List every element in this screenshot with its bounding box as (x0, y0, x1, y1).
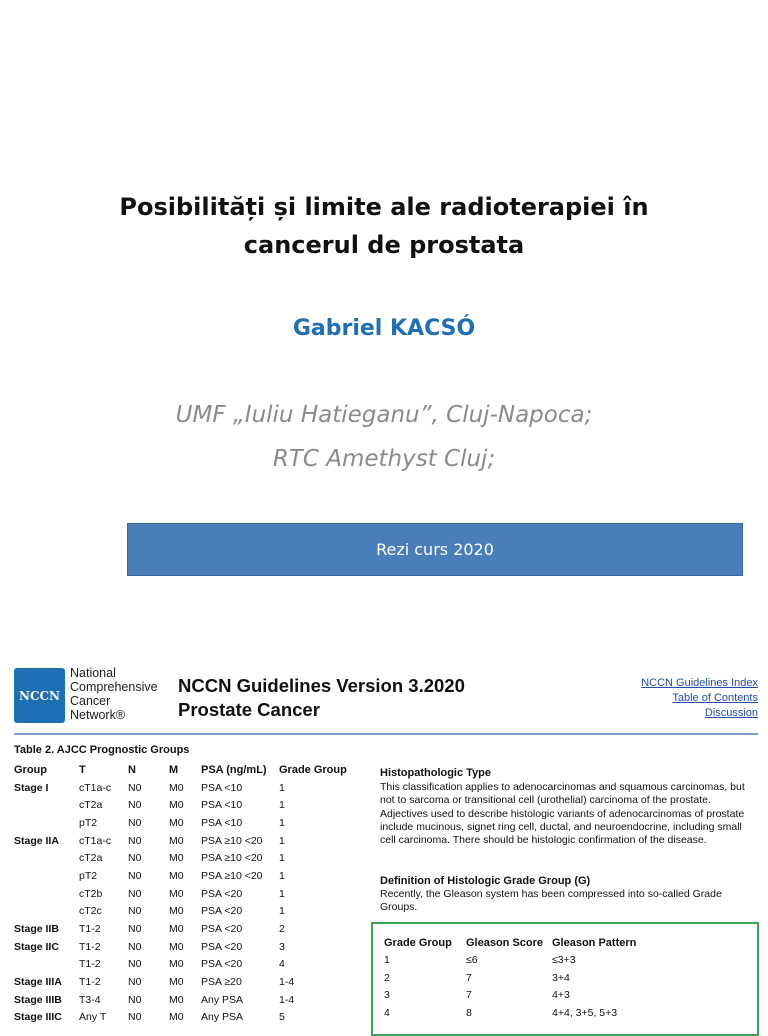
table-cell: 4 (384, 1006, 390, 1019)
slide-title (0, 188, 768, 264)
table-cell: N0 (128, 923, 142, 936)
table-cell: PSA ≥20 (201, 976, 242, 989)
table-cell: 3 (279, 940, 285, 953)
table-cell: Stage IIIA (14, 976, 62, 989)
table-cell: T1-2 (79, 976, 101, 989)
table-cell: 2 (384, 971, 390, 984)
table-cell: 4+3 (552, 989, 570, 1002)
table-cell: N0 (128, 852, 142, 865)
grade-row (384, 987, 662, 1005)
table-cell: 7 (466, 971, 472, 984)
table-cell (14, 814, 79, 832)
grade-header-row (384, 934, 662, 952)
table-cell: Any T (79, 1011, 107, 1024)
table-cell: Stage IIIB (14, 993, 62, 1006)
table-cell: ≤3+3 (552, 954, 576, 967)
table-cell (14, 796, 79, 814)
grade-table-body (384, 952, 662, 1022)
table-cell: PSA <20 (201, 940, 243, 953)
table-row (14, 973, 359, 991)
table-cell: 1 (279, 816, 285, 829)
table-row (14, 814, 359, 832)
table-cell: Any PSA (201, 1011, 244, 1024)
table-cell: cT2a (79, 852, 103, 865)
table-cell: cT1a-c (79, 781, 112, 794)
table-cell: M0 (169, 940, 184, 953)
table-cell: 4 (279, 958, 285, 971)
table-cell: N0 (128, 993, 142, 1006)
table-cell: M0 (169, 905, 184, 918)
grade-col-header: Gleason Score (466, 936, 544, 949)
table-row (14, 796, 359, 814)
table-cell: N0 (128, 781, 142, 794)
nccn-links (641, 676, 758, 721)
table-cell: Stage IIC (14, 940, 59, 953)
table-cell: PSA ≥10 <20 (201, 852, 263, 865)
table-cell: 3 (384, 989, 390, 1002)
table-cell (14, 956, 79, 974)
link-discussion[interactable]: Discussion (704, 707, 758, 719)
banner-text: Rezi curs 2020 (376, 540, 494, 559)
grade-row (384, 952, 662, 970)
table-cell: M0 (169, 799, 184, 812)
table-cell: M0 (169, 958, 184, 971)
table-cell: pT2 (79, 869, 98, 882)
table-row (14, 903, 359, 921)
table-cell: Stage IIB (14, 923, 59, 936)
table-cell: 1 (279, 834, 285, 847)
guidelines-topic: Prostate Cancer (178, 699, 320, 720)
org-line: Comprehensive (70, 680, 158, 694)
table-cell: 1 (279, 887, 285, 900)
table-cell (14, 849, 79, 867)
affiliation-2: RTC Amethyst Cluj; (272, 446, 496, 472)
author-name: Gabriel KACSÓ (292, 316, 476, 341)
grade-row (384, 1004, 662, 1022)
table-cell: 1 (279, 852, 285, 865)
org-line: Cancer (70, 694, 111, 708)
grade-col-header: Gleason Pattern (552, 936, 637, 949)
table-header-row (14, 761, 359, 779)
table-cell: PSA ≥10 <20 (201, 869, 263, 882)
table-row (14, 849, 359, 867)
nccn-document (0, 660, 768, 1024)
table-row (14, 779, 359, 797)
table-cell: cT1a-c (79, 834, 112, 847)
grade-heading: Definition of Histologic Grade Group (G) (380, 875, 591, 887)
table-cell: 1 (279, 799, 285, 812)
table-row (14, 885, 359, 903)
table-cell (14, 903, 79, 921)
table-body (14, 779, 359, 1027)
histo-heading: Histopathologic Type (380, 767, 492, 779)
title-line-2: cancerul de prostata (243, 231, 525, 259)
table-cell: Any PSA (201, 993, 244, 1006)
table-cell: N0 (128, 1011, 142, 1024)
col-header: M (169, 763, 179, 776)
table-row (14, 938, 359, 956)
table-cell: T3-4 (79, 993, 101, 1006)
table-cell: T1-2 (79, 923, 101, 936)
nccn-logo: NCCN (14, 668, 65, 723)
col-header: PSA (ng/mL) (201, 763, 267, 776)
org-line: Network® (70, 708, 126, 722)
table-cell: 1 (279, 869, 285, 882)
col-header: N (128, 763, 136, 776)
table-cell: PSA ≥10 <20 (201, 834, 263, 847)
table-row (14, 920, 359, 938)
header-divider (14, 733, 758, 735)
table-cell: N0 (128, 958, 142, 971)
table-cell: 1 (279, 781, 285, 794)
org-name (70, 666, 158, 722)
table-cell: Stage IIIC (14, 1011, 62, 1024)
guidelines-version: NCCN Guidelines Version 3.2020 (178, 675, 465, 696)
table-cell: M0 (169, 781, 184, 794)
table-cell: cT2b (79, 887, 103, 900)
table-cell: M0 (169, 834, 184, 847)
table-row (14, 832, 359, 850)
table-cell: M0 (169, 869, 184, 882)
table-cell: M0 (169, 1011, 184, 1024)
table-cell: Stage I (14, 781, 49, 794)
table-row (14, 956, 359, 974)
table-cell: 3+4 (552, 971, 570, 984)
histo-text: This classification applies to adenocarcinomas and squamous carcinomas, but not to sarcoma or transitional cell (urothelial) carcinoma of the prostate. Adjectives used to describe histologic variants of adenocarcinomas of prostate include mucinous, signet ring cell, ductal, and neuroendocrine, including small cell carcinoma. There should be histologic confirmation of the disease. (380, 781, 745, 847)
grade-col-header: Grade Group (384, 936, 452, 949)
affiliation-1: UMF „Iuliu Hatieganu”, Cluj-Napoca; (175, 402, 593, 428)
table-cell: 8 (466, 1006, 472, 1019)
table-cell: M0 (169, 923, 184, 936)
table-cell: 1 (279, 905, 285, 918)
table-cell: 2 (279, 923, 285, 936)
prognostic-groups-table (14, 761, 359, 1026)
link-table-of-contents[interactable]: Table of Contents (672, 692, 758, 704)
table-cell: N0 (128, 869, 142, 882)
table-cell: cT2a (79, 799, 103, 812)
table-cell: PSA <20 (201, 923, 243, 936)
table-cell: cT2c (79, 905, 102, 918)
table-cell: 1 (384, 954, 390, 967)
table-cell: 4+4, 3+5, 5+3 (552, 1006, 618, 1019)
table-title: Table 2. AJCC Prognostic Groups (14, 744, 190, 756)
table-cell: N0 (128, 940, 142, 953)
table-cell: T1-2 (79, 958, 101, 971)
org-line: National (70, 666, 116, 680)
table-cell: N0 (128, 905, 142, 918)
col-header: Grade Group (279, 763, 347, 776)
table-cell: 1-4 (279, 976, 295, 989)
table-cell: M0 (169, 993, 184, 1006)
table-cell: PSA <20 (201, 887, 243, 900)
table-cell: 1-4 (279, 993, 295, 1006)
table-row (14, 867, 359, 885)
table-row (14, 991, 359, 1009)
table-cell: ≤6 (466, 954, 478, 967)
table-cell: N0 (128, 976, 142, 989)
table-cell: PSA <10 (201, 781, 243, 794)
table-cell: PSA <20 (201, 905, 243, 918)
grade-group-table (384, 934, 662, 1022)
table-cell: PSA <20 (201, 958, 243, 971)
table-cell: M0 (169, 887, 184, 900)
link-guidelines-index[interactable]: NCCN Guidelines Index (641, 677, 758, 689)
course-banner (127, 523, 743, 576)
guidelines-title (178, 674, 465, 722)
table-cell: M0 (169, 816, 184, 829)
grade-text: Recently, the Gleason system has been compressed into so-called Grade Groups. (380, 888, 722, 914)
table-cell: N0 (128, 816, 142, 829)
table-cell (14, 885, 79, 903)
title-line-1: Posibilități și limite ale radioterapiei în (119, 193, 649, 221)
table-cell: M0 (169, 852, 184, 865)
table-cell: T1-2 (79, 940, 101, 953)
table-cell: 5 (279, 1011, 285, 1024)
col-header: T (79, 763, 86, 776)
grade-group-box (371, 922, 759, 1036)
table-cell: N0 (128, 799, 142, 812)
table-cell: PSA <10 (201, 816, 243, 829)
table-cell: M0 (169, 976, 184, 989)
table-cell: pT2 (79, 816, 98, 829)
grade-row (384, 969, 662, 987)
col-header: Group (14, 763, 47, 776)
table-cell: PSA <10 (201, 799, 243, 812)
table-cell (14, 867, 79, 885)
table-cell: Stage IIA (14, 834, 59, 847)
table-cell: N0 (128, 834, 142, 847)
table-cell: N0 (128, 887, 142, 900)
table-cell: 7 (466, 989, 472, 1002)
